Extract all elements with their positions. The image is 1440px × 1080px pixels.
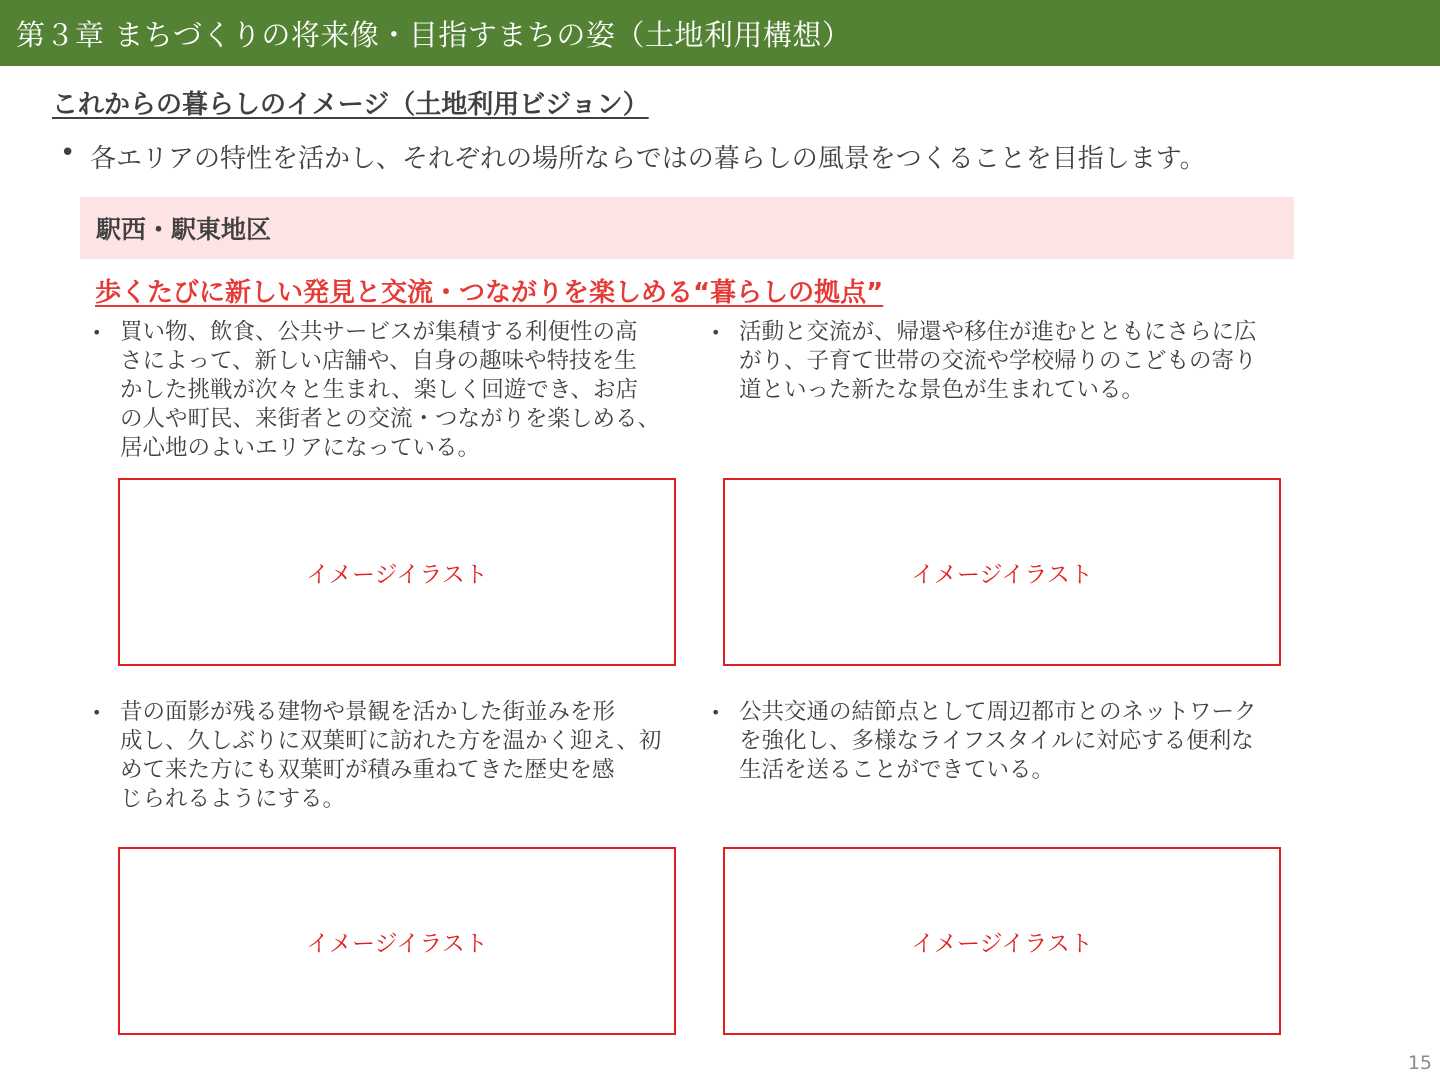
- bullet-line: 活動と交流が、帰還や移住が進むとともにさらに広: [739, 319, 1257, 345]
- bullet-line: 公共交通の結節点として周辺都市とのネットワーク: [739, 699, 1257, 725]
- intro-bullet: [60, 138, 1206, 175]
- image-illustration-placeholder: [118, 847, 676, 1035]
- vision-bullet-3: [92, 698, 661, 814]
- bullet-line: 昔の面影が残る建物や景観を活かした街並みを形: [120, 699, 616, 725]
- image-placeholder-label: イメージイラスト: [911, 561, 1093, 588]
- bullet-dot: •: [711, 323, 721, 342]
- bullet-line: 成し、久しぶりに双葉町に訪れた方を温かく迎え、初: [120, 728, 662, 754]
- bullet-dot: •: [711, 703, 721, 722]
- bullet-line: 道といった新たな景色が生まれている。: [739, 377, 1145, 403]
- image-placeholder-label: イメージイラスト: [306, 930, 488, 957]
- bullet-line: 居心地のよいエリアになっている。: [120, 435, 481, 461]
- district-title: 駅西・駅東地区: [96, 215, 272, 244]
- district-header: [80, 197, 1294, 259]
- section-heading: これからの暮らしのイメージ（土地利用ビジョン）: [52, 90, 649, 120]
- bullet-line: めて来た方にも双葉町が積み重ねてきた歴史を感: [120, 757, 615, 783]
- bullet-line: がり、子育て世帯の交流や学校帰りのこどもの寄り: [739, 348, 1257, 374]
- image-placeholder-label: イメージイラスト: [911, 930, 1093, 957]
- bullet-line: 買い物、飲食、公共サービスが集積する利便性の高: [120, 319, 638, 345]
- bullet-dot: •: [92, 323, 102, 342]
- vision-bullet-4: [711, 698, 1257, 785]
- page-number: 15: [1407, 1052, 1432, 1074]
- image-illustration-placeholder: [118, 478, 676, 666]
- district-catchphrase: 歩くたびに新しい発見と交流・つながりを楽しめる“暮らしの拠点”: [95, 278, 884, 308]
- vision-bullet-1: [92, 318, 660, 463]
- bullet-line: さによって、新しい店舗や、自身の趣味や特技を生: [120, 348, 637, 374]
- bullet-line: かした挑戦が次々と生まれ、楽しく回遊でき、お店: [120, 377, 638, 403]
- chapter-title: 第３章 まちづくりの将来像・目指すまちの姿（土地利用構想）: [16, 17, 852, 52]
- intro-text: 各エリアの特性を活かし、それぞれの場所ならではの暮らしの風景をつくることを目指します。: [90, 144, 1206, 174]
- bullet-line: じられるようにする。: [120, 786, 346, 812]
- bullet-line: を強化し、多様なライフスタイルに対応する便利な: [739, 728, 1254, 754]
- image-placeholder-label: イメージイラスト: [306, 561, 488, 588]
- bullet-line: の人や町民、来街者との交流・つながりを楽しめる、: [120, 406, 661, 432]
- image-illustration-placeholder: [723, 847, 1281, 1035]
- bullet-dot: •: [92, 703, 102, 722]
- chapter-header-bar: [0, 0, 1440, 66]
- vision-bullet-2: [711, 318, 1257, 405]
- bullet-dot: •: [60, 138, 76, 168]
- bullet-line: 生活を送ることができている。: [739, 757, 1055, 783]
- image-illustration-placeholder: [723, 478, 1281, 666]
